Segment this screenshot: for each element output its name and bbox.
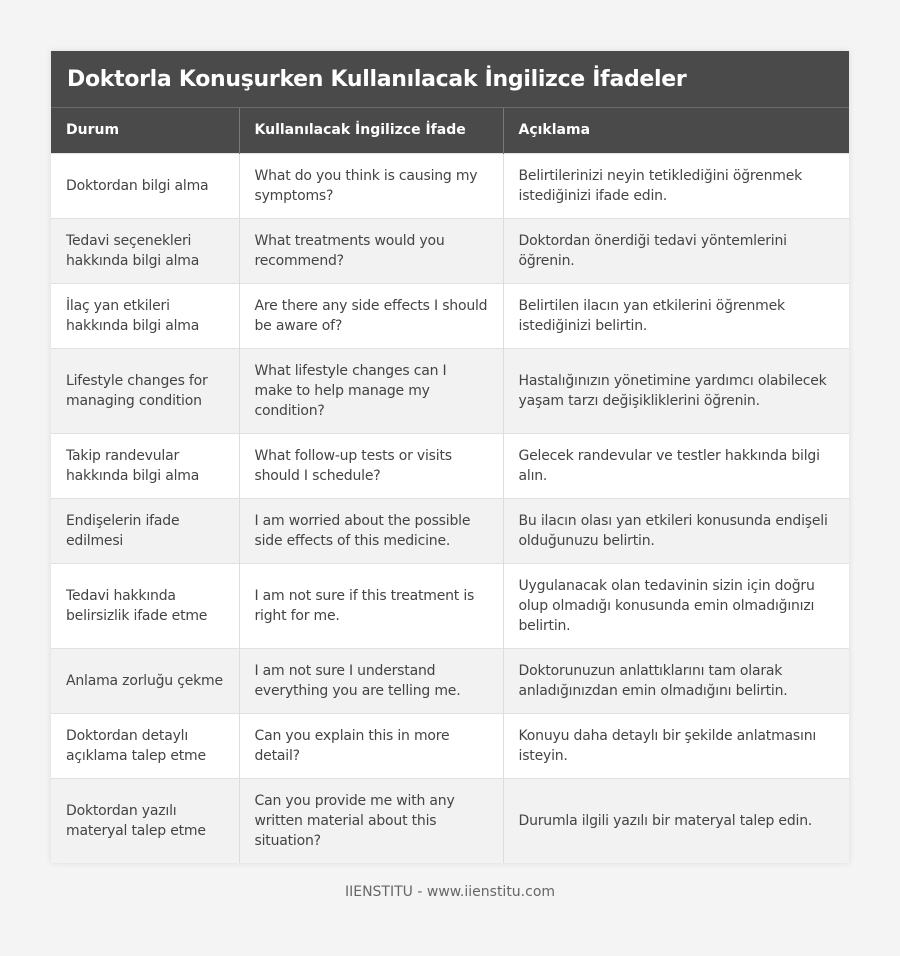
- cell-aciklama: Gelecek randevular ve testler hakkında bilgi alın.: [503, 433, 849, 498]
- cell-phrase: Can you provide me with any written material about this situation?: [239, 778, 503, 863]
- cell-aciklama: Hastalığınızın yönetimine yardımcı olabilecek yaşam tarzı değişikliklerini öğrenin.: [503, 348, 849, 433]
- cell-durum: Doktordan yazılı materyal talep etme: [51, 778, 239, 863]
- header-row: [51, 108, 849, 153]
- phrases-table: [51, 108, 849, 863]
- cell-phrase: I am not sure if this treatment is right for me.: [239, 563, 503, 648]
- cell-phrase: I am worried about the possible side effects of this medicine.: [239, 498, 503, 563]
- table-row: [51, 348, 849, 433]
- cell-durum: Doktordan bilgi alma: [51, 153, 239, 218]
- cell-aciklama: Belirtilen ilacın yan etkilerini öğrenmek istediğinizi belirtin.: [503, 283, 849, 348]
- table-row: [51, 713, 849, 778]
- cell-phrase: I am not sure I understand everything you are telling me.: [239, 648, 503, 713]
- cell-durum: Anlama zorluğu çekme: [51, 648, 239, 713]
- cell-durum: Doktordan detaylı açıklama talep etme: [51, 713, 239, 778]
- table-row: [51, 778, 849, 863]
- table-row: [51, 433, 849, 498]
- cell-aciklama: Belirtilerinizi neyin tetiklediğini öğrenmek istediğinizi ifade edin.: [503, 153, 849, 218]
- table-title: Doktorla Konuşurken Kullanılacak İngilizce İfadeler: [51, 51, 849, 108]
- table-row: [51, 648, 849, 713]
- cell-phrase: Are there any side effects I should be aware of?: [239, 283, 503, 348]
- cell-phrase: What follow-up tests or visits should I schedule?: [239, 433, 503, 498]
- cell-phrase: Can you explain this in more detail?: [239, 713, 503, 778]
- column-header-durum: Durum: [51, 108, 239, 153]
- cell-phrase: What lifestyle changes can I make to help manage my condition?: [239, 348, 503, 433]
- cell-durum: Lifestyle changes for managing condition: [51, 348, 239, 433]
- phrases-table-card: [51, 51, 849, 863]
- column-header-english-phrase: Kullanılacak İngilizce İfade: [239, 108, 503, 153]
- cell-durum: Tedavi hakkında belirsizlik ifade etme: [51, 563, 239, 648]
- cell-durum: Endişelerin ifade edilmesi: [51, 498, 239, 563]
- table-row: [51, 563, 849, 648]
- cell-aciklama: Bu ilacın olası yan etkileri konusunda endişeli olduğunuzu belirtin.: [503, 498, 849, 563]
- table-row: [51, 498, 849, 563]
- cell-aciklama: Doktordan önerdiği tedavi yöntemlerini öğrenin.: [503, 218, 849, 283]
- cell-durum: Tedavi seçenekleri hakkında bilgi alma: [51, 218, 239, 283]
- cell-durum: Takip randevular hakkında bilgi alma: [51, 433, 239, 498]
- cell-phrase: What do you think is causing my symptoms?: [239, 153, 503, 218]
- table-row: [51, 153, 849, 218]
- cell-aciklama: Durumla ilgili yazılı bir materyal talep edin.: [503, 778, 849, 863]
- cell-phrase: What treatments would you recommend?: [239, 218, 503, 283]
- cell-aciklama: Konuyu daha detaylı bir şekilde anlatmasını isteyin.: [503, 713, 849, 778]
- column-header-aciklama: Açıklama: [503, 108, 849, 153]
- cell-aciklama: Doktorunuzun anlattıklarını tam olarak anladığınızdan emin olmadığını belirtin.: [503, 648, 849, 713]
- cell-durum: İlaç yan etkileri hakkında bilgi alma: [51, 283, 239, 348]
- table-row: [51, 283, 849, 348]
- cell-aciklama: Uygulanacak olan tedavinin sizin için doğru olup olmadığı konusunda emin olmadığınızı belirtin.: [503, 563, 849, 648]
- table-row: [51, 218, 849, 283]
- footer-credit: IIENSTITU - www.iienstitu.com: [344, 884, 556, 900]
